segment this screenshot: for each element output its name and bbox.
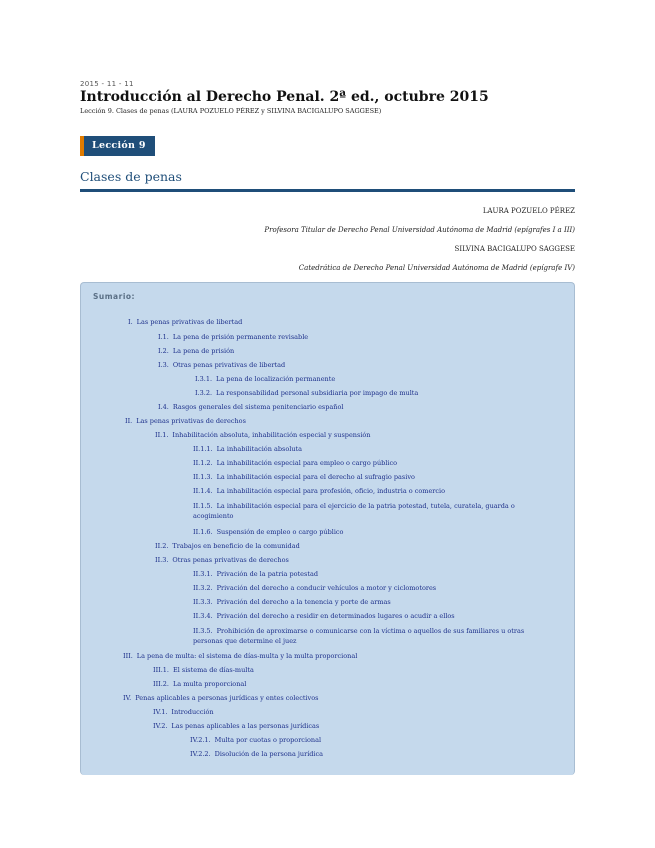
toc-link[interactable] <box>193 458 397 468</box>
author-name: SILVINA BACIGALUPO SAGGESE <box>454 245 575 253</box>
toc-link[interactable] <box>193 626 553 646</box>
toc-link[interactable] <box>158 346 234 356</box>
lesson-tab <box>80 136 155 156</box>
toc-number: IV. <box>123 694 132 702</box>
toc-number: I.4. <box>158 403 169 411</box>
toc-text: Penas aplicables a personas jurídicas y entes colectivos <box>135 694 319 702</box>
toc-text: Suspensión de empleo o cargo público <box>216 528 344 536</box>
toc-number: II.1.1. <box>193 445 213 453</box>
toc-text: Privación de la patria potestad <box>216 570 318 578</box>
toc-link[interactable] <box>193 444 302 454</box>
toc-number: II.1. <box>155 431 169 439</box>
toc-link[interactable] <box>155 430 371 440</box>
toc-number: II.3.5. <box>193 627 213 635</box>
toc-link[interactable] <box>153 721 319 731</box>
toc-text: La pena de multa: el sistema de días-multa y la multa proporcional <box>136 652 358 660</box>
toc-link[interactable] <box>193 527 343 537</box>
toc-text: La inhabilitación especial para profesión, oficio, industria o comercio <box>216 487 446 495</box>
toc-text: Trabajos en beneficio de la comunidad <box>172 542 300 550</box>
toc-text: La pena de prisión <box>172 347 235 355</box>
toc-link[interactable] <box>193 472 415 482</box>
toc-link[interactable] <box>123 651 357 661</box>
toc-number: II.1.2. <box>193 459 213 467</box>
book-subtitle: Lección 9. Clases de penas (LAURA POZUELO PÉREZ y SILVINA BACIGALUPO SAGGESE) <box>80 107 382 115</box>
toc-link[interactable] <box>125 416 246 426</box>
toc-link[interactable] <box>153 665 254 675</box>
toc-text: Privación del derecho a residir en determinados lugares o acudir a ellos <box>216 612 455 620</box>
toc-link[interactable] <box>193 597 391 607</box>
toc-link[interactable] <box>195 388 418 398</box>
toc-text: Privación del derecho a conducir vehículos a motor y ciclomotores <box>216 584 437 592</box>
toc-number: II.1.4. <box>193 487 213 495</box>
toc-number: I.3.2. <box>195 389 213 397</box>
toc-number: IV.1. <box>153 708 168 716</box>
author-name: LAURA POZUELO PÉREZ <box>482 207 575 215</box>
toc-link[interactable] <box>193 583 436 593</box>
toc-link[interactable] <box>128 317 242 327</box>
toc-text: La inhabilitación especial para el ejercicio de la patria potestad, tutela, curatela, guarda o acogimiento <box>193 502 515 520</box>
toc-number: II.3.1. <box>193 570 213 578</box>
toc-text: Multa por cuotas o proporcional <box>214 736 322 744</box>
toc-text: Introducción <box>171 708 214 716</box>
toc-text: Privación del derecho a la tenencia y porte de armas <box>216 598 391 606</box>
toc-text: La inhabilitación especial para empleo o cargo público <box>216 459 398 467</box>
toc-number: II.2. <box>155 542 169 550</box>
toc-number: II. <box>125 417 133 425</box>
toc-text: Otras penas privativas de derechos <box>172 556 289 564</box>
toc-number: III. <box>123 652 133 660</box>
toc-link[interactable] <box>153 679 246 689</box>
author-role: Profesora Titular de Derecho Penal Universidad Autónoma de Madrid (epígrafes I a III) <box>264 226 575 234</box>
book-title: Introducción al Derecho Penal. 2ª ed., octubre 2015 <box>80 89 489 105</box>
toc-text: La inhabilitación especial para el derecho al sufragio pasivo <box>216 473 415 481</box>
title-divider <box>80 189 575 192</box>
toc-link[interactable] <box>158 402 343 412</box>
toc-text: Las penas privativas de derechos <box>136 417 246 425</box>
toc-link[interactable] <box>190 749 323 759</box>
toc-text: La inhabilitación absoluta <box>216 445 303 453</box>
toc-number: II.3.3. <box>193 598 213 606</box>
toc-text: La multa proporcional <box>172 680 247 688</box>
toc-number: IV.2. <box>153 722 168 730</box>
toc-number: II.1.5. <box>193 502 213 510</box>
toc-number: II.3. <box>155 556 169 564</box>
summary-box <box>80 282 575 775</box>
summary-label: Sumario: <box>93 292 136 301</box>
toc-link[interactable] <box>193 569 318 579</box>
author-role: Catedrática de Derecho Penal Universidad Autónoma de Madrid (epígrafe IV) <box>298 264 575 272</box>
toc-link[interactable] <box>153 707 214 717</box>
toc-link[interactable] <box>193 501 533 521</box>
toc-number: I.3.1. <box>195 375 213 383</box>
lesson-title: Clases de penas <box>80 169 182 184</box>
toc-text: Rasgos generales del sistema penitenciario español <box>172 403 344 411</box>
toc-number: I.1. <box>158 333 169 341</box>
toc-text: La pena de prisión permanente revisable <box>172 333 309 341</box>
toc-text: La pena de localización permanente <box>216 375 336 383</box>
toc-link[interactable] <box>123 693 318 703</box>
toc-link[interactable] <box>193 486 445 496</box>
toc-number: II.1.3. <box>193 473 213 481</box>
toc-number: III.2. <box>153 680 169 688</box>
toc-link[interactable] <box>155 541 300 551</box>
toc-number: II.3.2. <box>193 584 213 592</box>
toc-link[interactable] <box>158 360 285 370</box>
toc-text: Las penas aplicables a las personas jurídicas <box>171 722 320 730</box>
toc-link[interactable] <box>193 611 455 621</box>
toc-link[interactable] <box>158 332 308 342</box>
toc-number: I.3. <box>158 361 169 369</box>
toc-text: Las penas privativas de libertad <box>136 318 243 326</box>
lesson-tab-label: Lección 9 <box>92 140 146 151</box>
toc-text: El sistema de días-multa <box>172 666 254 674</box>
toc-link[interactable] <box>155 555 289 565</box>
toc-number: II.3.4. <box>193 612 213 620</box>
toc-number: IV.2.1. <box>190 736 211 744</box>
toc-text: La responsabilidad personal subsidiaria por impago de multa <box>216 389 419 397</box>
toc-number: I. <box>128 318 133 326</box>
toc-text: Prohibición de aproximarse o comunicarse con la víctima o aquellos de sus familiares u otras personas que determine el juez <box>193 627 525 645</box>
toc-link[interactable] <box>195 374 335 384</box>
document-date: 2015 - 11 - 11 <box>80 80 134 88</box>
toc-number: III.1. <box>153 666 169 674</box>
toc-number: I.2. <box>158 347 169 355</box>
toc-link[interactable] <box>190 735 321 745</box>
toc-number: II.1.6. <box>193 528 213 536</box>
toc-text: Inhabilitación absoluta, inhabilitación especial y suspensión <box>172 431 371 439</box>
toc-number: IV.2.2. <box>190 750 211 758</box>
toc-text: Disolución de la persona jurídica <box>214 750 324 758</box>
toc-text: Otras penas privativas de libertad <box>172 361 286 369</box>
